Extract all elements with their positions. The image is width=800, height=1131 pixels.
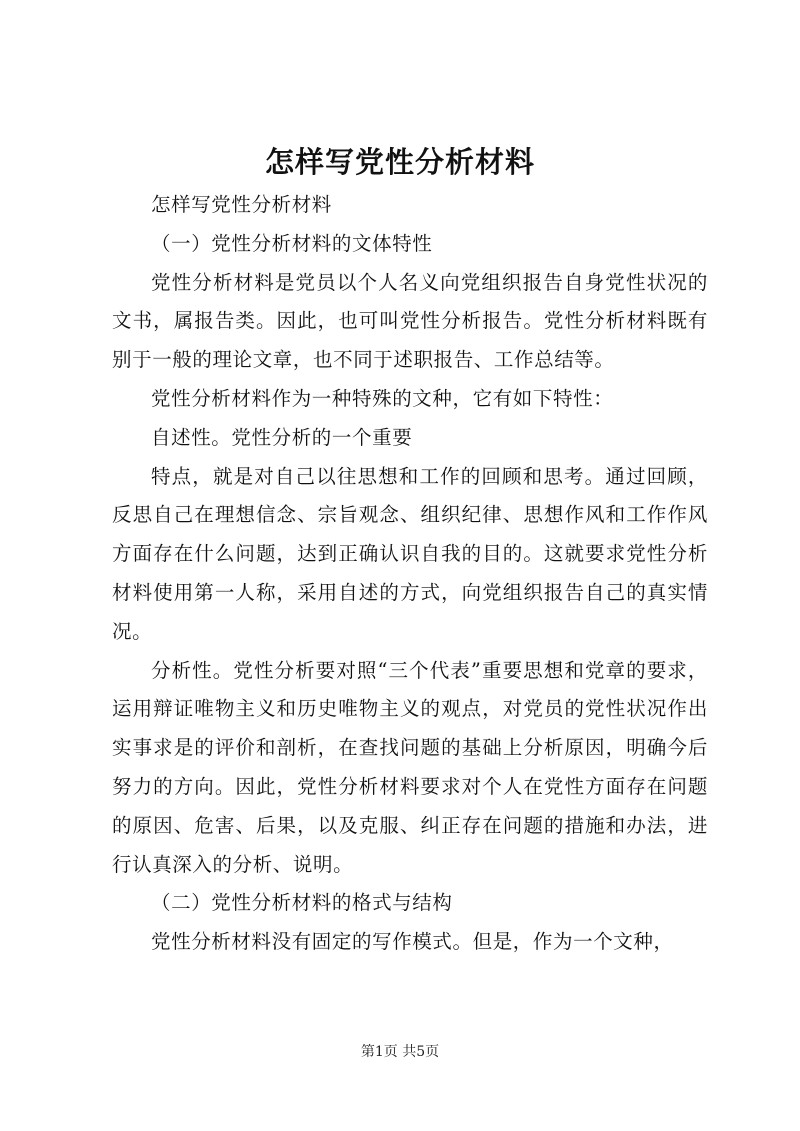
page-number-footer: 第1页 共5页 xyxy=(360,1044,440,1060)
document-body xyxy=(112,186,708,962)
section-heading-1: （一）党性分析材料的文体特性 xyxy=(151,231,433,255)
document-title: 怎样写党性分析材料 xyxy=(264,145,535,179)
paragraph-self-narrative: 特点，就是对自己以往思想和工作的回顾和思考。通过回顾，反思自己在理想信念、宗旨观念、组织纪律、思想作风和工作作风方面存在什么问题，达到正确认识自我的目的。这就要求党性分析材料使用第一人称，采用自述的方式，向党组织报告自己的真实情况。 xyxy=(112,464,708,643)
paragraph-format: 党性分析材料没有固定的写作模式。但是，作为一个文种， xyxy=(151,930,674,954)
paragraph-self-narrative-lead: 自述性。党性分析的一个重要 xyxy=(151,425,413,449)
paragraph-definition: 党性分析材料是党员以个人名义向党组织报告自身党性状况的文书，属报告类。因此，也可叫党性分析报告。党性分析材料既有别于一般的理论文章，也不同于述职报告、工作总结等。 xyxy=(112,270,708,372)
paragraph-analytical: 分析性。党性分析要对照“三个代表”重要思想和党章的要求，运用辩证唯物主义和历史唯物主义的观点，对党员的党性状况作出实事求是的评价和剖析，在查找问题的基础上分析原因，明确今后努力的方向。因此，党性分析材料要求对个人在党性方面存在问题的原因、危害、后果，以及克服、纠正存在问题的措施和办法，进行认真深入的分析、说明。 xyxy=(112,658,708,876)
section-heading-2: （二）党性分析材料的格式与结构 xyxy=(151,891,453,915)
paragraph-features-intro: 党性分析材料作为一种特殊的文种，它有如下特性： xyxy=(151,386,614,410)
paragraph-subtitle: 怎样写党性分析材料 xyxy=(151,193,332,216)
